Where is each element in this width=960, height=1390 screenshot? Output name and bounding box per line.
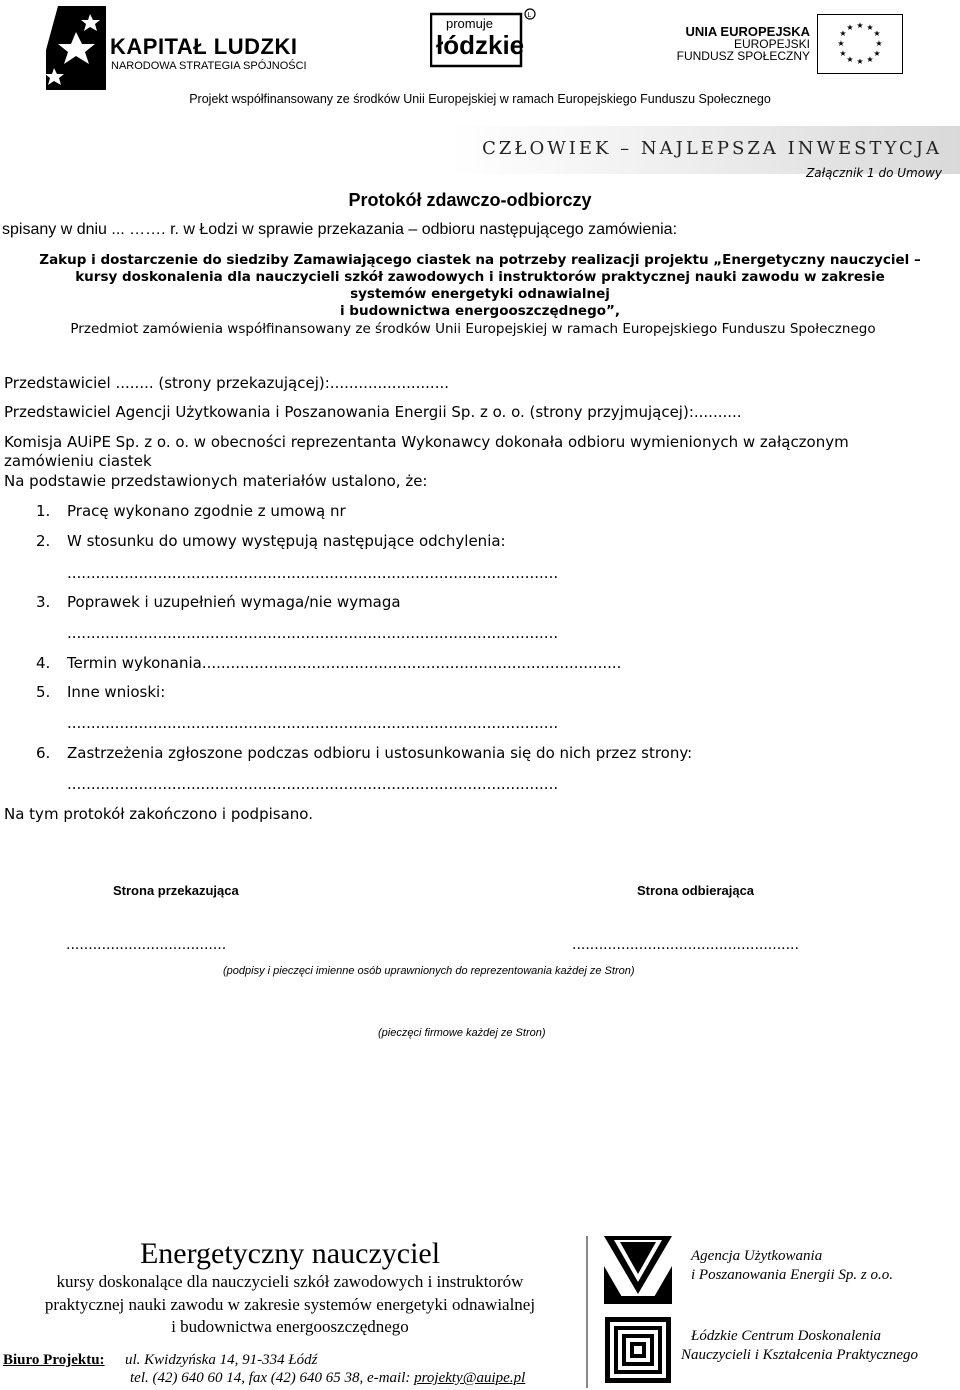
- stamp-note: (pieczęci firmowe każdej ze Stron): [378, 1027, 546, 1039]
- project-office-address: ul. Kwidzyńska 14, 91-334 Łódź: [125, 1352, 318, 1368]
- auipe-name-line1: Agencja Użytkowania: [691, 1248, 823, 1264]
- kapital-ludzki-logo-mark: [40, 6, 110, 90]
- lodzkie-label: łódzkie: [436, 30, 525, 60]
- handing-party-label: Strona przekazująca: [113, 883, 239, 898]
- lcdnikp-name-line2: Nauczycieli i Kształcenia Praktycznego: [681, 1347, 919, 1363]
- item-text: Inne wnioski:: [67, 683, 166, 701]
- efs-label-line2: FUNDUSZ SPOŁECZNY: [676, 49, 810, 63]
- commission-line-cont: zamówieniu ciastek: [4, 452, 152, 470]
- fill-in-dots: .......................................................................................................: [67, 564, 559, 582]
- item-number: 5.: [36, 683, 51, 701]
- commission-line: Komisja AUiPE Sp. z o. o. w obecności reprezentanta Wykonawcy dokonała odbioru wymienionych w załączonym: [4, 433, 849, 451]
- item-text: Poprawek i uzupełnień wymaga/nie wymaga: [67, 593, 401, 611]
- slogan: CZŁOWIEK – NAJLEPSZA INWESTYCJA: [482, 138, 942, 159]
- footer-divider: [586, 1236, 588, 1388]
- item-text: W stosunku do umowy występują następujące odchylenia:: [67, 532, 506, 550]
- project-office-contact: [130, 1370, 525, 1387]
- kapital-ludzki-title: KAPITAŁ LUDZKI: [110, 34, 298, 59]
- contact-text: tel. (42) 640 60 14, fax (42) 640 65 38, e-mail:: [130, 1370, 415, 1386]
- svg-text:★: ★: [837, 39, 845, 48]
- fill-in-dots: .......................................................................................................: [67, 624, 559, 642]
- svg-text:★: ★: [875, 39, 883, 48]
- kapital-ludzki-subtitle: NARODOWA STRATEGIA SPÓJNOŚCI: [111, 60, 307, 72]
- item-text: Zastrzeżenia zgłoszone podczas odbioru i ustosunkowania się do nich przez strony:: [67, 744, 693, 762]
- order-line: kursy doskonalenia dla nauczycieli szkół zawodowych i instruktorów praktycznej nauki zawodu w zakresie: [75, 269, 885, 285]
- footer-project-title: Energetyczny nauczyciel: [139, 1237, 441, 1270]
- fill-in-dots: .......................................................................................................: [67, 714, 559, 732]
- order-line: i budownictwa energooszczędnego”,: [339, 303, 621, 319]
- svg-text:★: ★: [839, 29, 847, 38]
- document-title: Protokół zdawczo-odbiorczy: [348, 190, 592, 210]
- promuje-lodzkie-logo: [430, 6, 536, 68]
- svg-text:★: ★: [846, 55, 854, 64]
- date-line: spisany w dniu ... ……. r. w Łodzi w sprawie przekazania – odbioru następującego zamówienia:: [2, 221, 678, 238]
- handing-party-line: Przedstawiciel ........ (strony przekazującej):.........................: [4, 374, 449, 392]
- email-link[interactable]: projekty@auipe.pl: [414, 1370, 526, 1386]
- svg-text:★: ★: [866, 55, 874, 64]
- item-number: 6.: [36, 744, 51, 762]
- footer-subtitle-line: praktycznej nauki zawodu w zakresie systemów energetyki odnawialnej: [44, 1295, 536, 1314]
- svg-text:★: ★: [866, 23, 874, 32]
- receiving-signature-line: ...................................................: [572, 937, 799, 953]
- order-line: systemów energetyki odnawialnej: [350, 286, 610, 302]
- order-line: Zakup i dostarczenie do siedziby Zamawiającego ciastek na potrzeby realizacji projektu „Energetyczny nauczyciel –: [39, 252, 921, 268]
- svg-text:★: ★: [873, 29, 881, 38]
- lcdnikp-name-line1: Łódzkie Centrum Doskonalenia: [691, 1328, 881, 1344]
- cofinancing-statement: Przedmiot zamówienia współfinansowany ze środków Unii Europejskiej w ramach Europejskiego Funduszu Społecznego: [70, 321, 876, 337]
- footer-subtitle-line: i budownictwa energooszczędnego: [171, 1317, 409, 1336]
- promuje-label: promuje: [446, 16, 493, 31]
- basis-line: Na podstawie przedstawionych materiałów ustalono, że:: [4, 472, 428, 490]
- efs-label-line1: EUROPEJSKI: [733, 37, 810, 51]
- eu-flag-icon: [817, 14, 903, 74]
- item-number: 4.: [36, 654, 51, 672]
- lcdnikp-logo-icon: [604, 1316, 672, 1384]
- closing-line: Na tym protokół zakończono i podpisano.: [4, 805, 313, 823]
- auipe-logo-icon: [604, 1236, 672, 1304]
- item-text: Pracę wykonano zgodnie z umową nr: [67, 502, 346, 520]
- signature-note: (podpisy i pieczęci imienne osób uprawnionych do reprezentowania każdej ze Stron): [223, 965, 635, 977]
- item-number: 2.: [36, 532, 51, 550]
- ue-label: UNIA EUROPEJSKA: [685, 24, 810, 39]
- cofinancing-note: Projekt współfinansowany ze środków Unii Europejskiej w ramach Europejskiego Funduszu Społecznego: [189, 92, 771, 106]
- svg-text:★: ★: [856, 21, 864, 30]
- auipe-name-line2: i Poszanowania Energii Sp. z o.o.: [691, 1267, 893, 1283]
- svg-text:L: L: [527, 12, 532, 19]
- svg-text:★: ★: [846, 23, 854, 32]
- footer-subtitle-line: kursy doskonalące dla nauczycieli szkół zawodowych i instruktorów: [56, 1272, 524, 1291]
- attachment-label: Załącznik 1 do Umowy: [806, 166, 942, 180]
- receiving-party-label: Strona odbierająca: [637, 883, 755, 898]
- order-description: [0, 252, 960, 320]
- fill-in-dots: .......................................................................................................: [67, 775, 559, 793]
- svg-text:★: ★: [873, 49, 881, 58]
- item-number: 1.: [36, 502, 51, 520]
- receiving-party-line: Przedstawiciel Agencji Użytkowania i Poszanowania Energii Sp. z o. o. (strony przyjmującej):..........: [4, 403, 742, 421]
- item-number: 3.: [36, 593, 51, 611]
- svg-text:★: ★: [856, 57, 864, 66]
- item-text: Termin wykonania........................................................................................: [67, 654, 622, 672]
- project-office-label: Biuro Projektu:: [3, 1352, 105, 1368]
- handing-signature-line: ....................................: [66, 937, 227, 953]
- svg-text:★: ★: [839, 49, 847, 58]
